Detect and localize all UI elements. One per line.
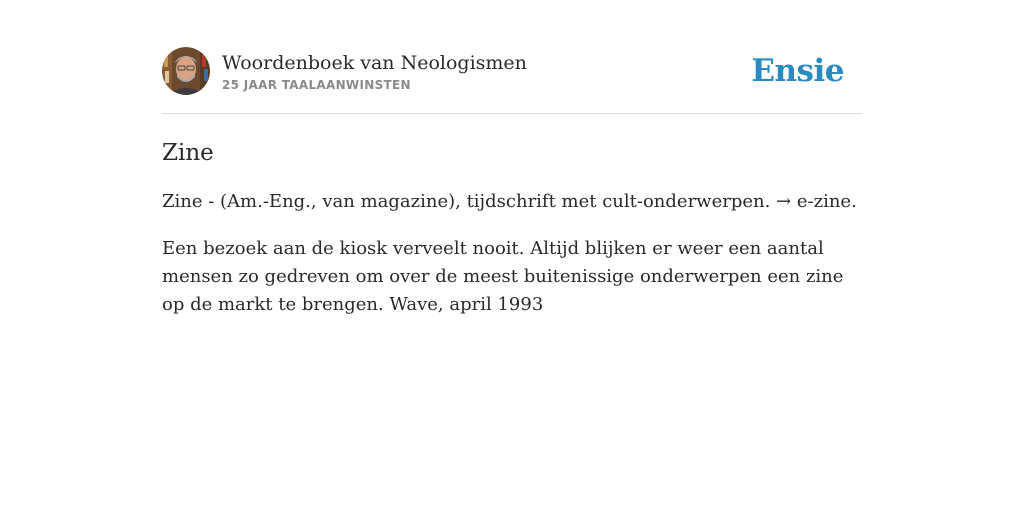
entry-title: Zine xyxy=(162,140,214,166)
site-titles xyxy=(222,51,751,92)
site-subtitle: 25 JAAR TAALAANWINSTEN xyxy=(222,77,411,92)
ensie-logo[interactable]: Ensie xyxy=(751,53,844,89)
site-header xyxy=(162,46,862,114)
page xyxy=(162,0,862,319)
avatar[interactable] xyxy=(162,47,210,95)
entry-definition: Zine - (Am.-Eng., van magazine), tijdschrift met cult-onderwerpen. → e-zine. xyxy=(162,191,857,212)
entry-quote: Een bezoek aan de kiosk verveelt nooit. Altijd blijken er weer een aantal mensen zo gedreven om over de meest buitenissige onderwerpen een zine op de markt te brengen. Wave, april 1993 xyxy=(162,238,844,315)
site-title[interactable]: Woordenboek van Neologismen xyxy=(222,51,527,74)
